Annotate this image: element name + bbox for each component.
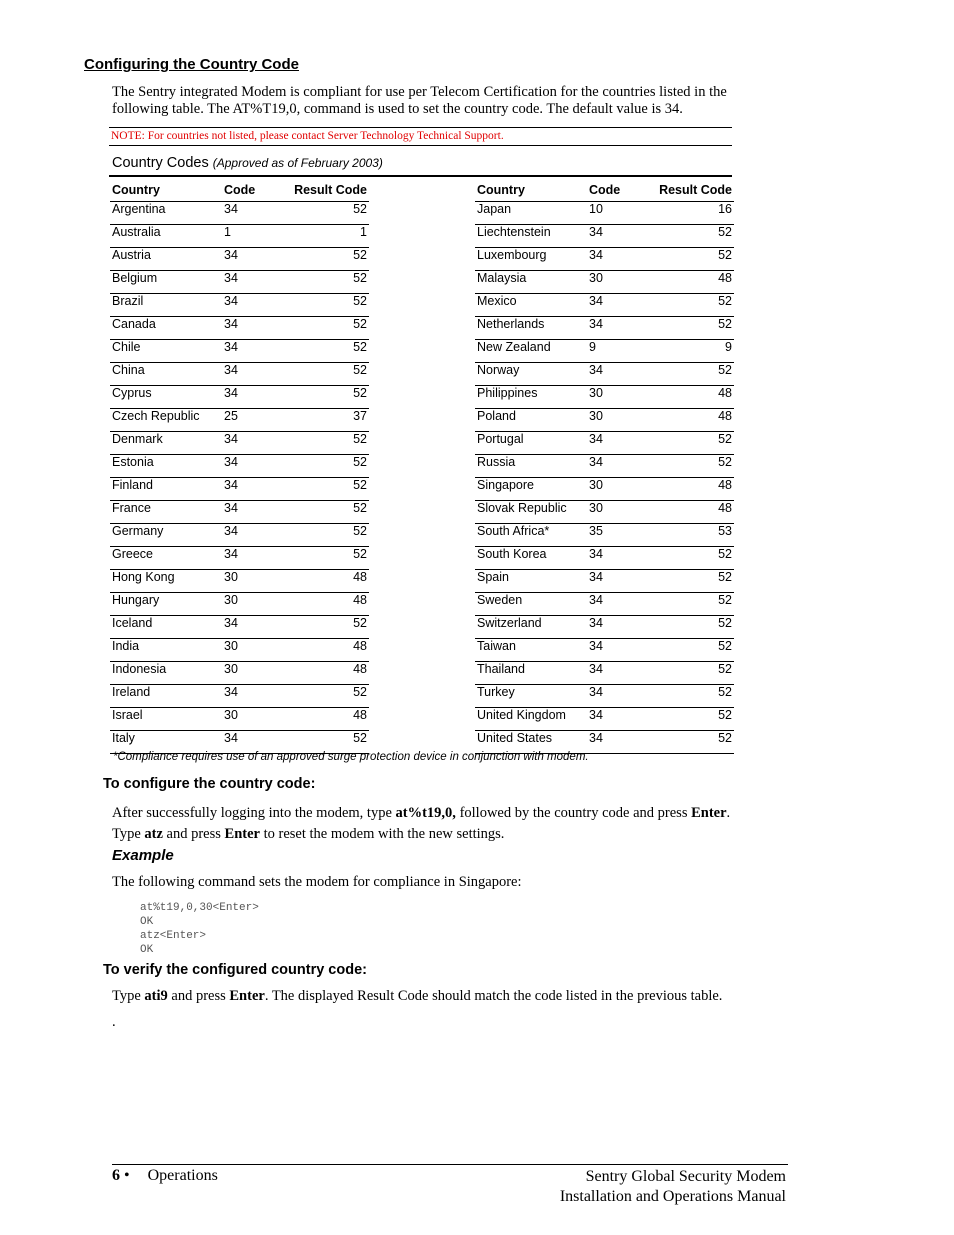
cell-code: 34 — [587, 570, 647, 593]
cell-result-code: 52 — [282, 202, 369, 225]
code-line: at%t19,0,30<Enter> — [140, 902, 259, 914]
cell-country: Netherlands — [475, 317, 587, 340]
table-row — [110, 570, 369, 593]
table-row — [475, 501, 734, 524]
cell-country: Austria — [110, 248, 222, 271]
country-codes-table-left — [110, 179, 369, 754]
cell-code: 34 — [222, 731, 282, 754]
table-row — [110, 478, 369, 501]
text-run: to reset the modem with the new settings. — [259, 826, 505, 842]
cell-result-code: 52 — [647, 593, 734, 616]
code-line: atz<Enter> — [140, 930, 207, 942]
verify-heading: To verify the configured country code: — [103, 962, 367, 978]
footer-rule — [112, 1164, 788, 1165]
cell-country: Hong Kong — [110, 570, 222, 593]
cell-code: 34 — [587, 317, 647, 340]
cell-country: Indonesia — [110, 662, 222, 685]
cell-country: Belgium — [110, 271, 222, 294]
cell-result-code: 48 — [647, 386, 734, 409]
cell-result-code: 52 — [647, 708, 734, 731]
cell-result-code: 52 — [647, 547, 734, 570]
table-row — [110, 639, 369, 662]
table-row — [475, 409, 734, 432]
table-row — [475, 386, 734, 409]
footer-title-line1: Sentry Global Security Modem — [585, 1168, 786, 1185]
example-text: The following command sets the modem for compliance in Singapore: — [112, 874, 522, 890]
configure-instructions — [112, 803, 762, 845]
table-row — [475, 685, 734, 708]
table-row — [110, 294, 369, 317]
cell-country: China — [110, 363, 222, 386]
cell-code: 30 — [222, 639, 282, 662]
cell-code: 34 — [587, 432, 647, 455]
table-row — [110, 202, 369, 225]
cell-result-code: 52 — [282, 685, 369, 708]
cell-country: Spain — [475, 570, 587, 593]
cell-result-code: 52 — [647, 685, 734, 708]
cell-code: 34 — [587, 639, 647, 662]
cell-code: 34 — [587, 363, 647, 386]
code-line: OK — [140, 944, 154, 956]
table-row — [110, 409, 369, 432]
cell-code: 34 — [222, 616, 282, 639]
cell-code: 30 — [222, 570, 282, 593]
cell-country: Turkey — [475, 685, 587, 708]
cell-code: 30 — [222, 593, 282, 616]
cell-country: South Africa* — [475, 524, 587, 547]
command-text: atz — [144, 826, 163, 842]
cell-result-code: 52 — [647, 225, 734, 248]
cell-result-code: 48 — [647, 271, 734, 294]
cell-result-code: 52 — [282, 386, 369, 409]
cell-result-code: 52 — [282, 731, 369, 754]
cell-result-code: 52 — [282, 547, 369, 570]
cell-code: 34 — [222, 317, 282, 340]
cell-result-code: 52 — [282, 478, 369, 501]
cell-country: Iceland — [110, 616, 222, 639]
cell-country: Liechtenstein — [475, 225, 587, 248]
cell-result-code: 48 — [647, 478, 734, 501]
cell-result-code: 52 — [282, 455, 369, 478]
cell-code: 30 — [222, 662, 282, 685]
cell-result-code: 52 — [647, 432, 734, 455]
cell-country: South Korea — [475, 547, 587, 570]
cell-result-code: 48 — [282, 662, 369, 685]
cell-code: 34 — [222, 524, 282, 547]
footer-title-line2: Installation and Operations Manual — [559, 1188, 786, 1205]
table-row — [475, 524, 734, 547]
note-box: NOTE: For countries not listed, please contact Server Technology Technical Support. — [109, 127, 732, 146]
cell-code: 34 — [222, 386, 282, 409]
cell-country: Finland — [110, 478, 222, 501]
header-result-code: Result Code — [647, 179, 734, 202]
cell-country: Philippines — [475, 386, 587, 409]
cell-result-code: 52 — [647, 248, 734, 271]
header-country: Country — [475, 179, 587, 202]
cell-country: Israel — [110, 708, 222, 731]
cell-country: Switzerland — [475, 616, 587, 639]
code-line: OK — [140, 916, 154, 928]
cell-result-code: 48 — [647, 501, 734, 524]
cell-result-code: 52 — [282, 340, 369, 363]
table-row — [110, 524, 369, 547]
cell-result-code: 52 — [647, 616, 734, 639]
bullet: • — [124, 1167, 130, 1184]
cell-result-code: 1 — [282, 225, 369, 248]
cell-code: 9 — [587, 340, 647, 363]
cell-code: 30 — [222, 708, 282, 731]
cell-code: 30 — [587, 409, 647, 432]
table-row — [110, 248, 369, 271]
cell-code: 34 — [587, 294, 647, 317]
cell-code: 34 — [587, 662, 647, 685]
cell-code: 34 — [222, 294, 282, 317]
cell-result-code: 52 — [647, 317, 734, 340]
cell-result-code: 52 — [282, 294, 369, 317]
table-row — [110, 547, 369, 570]
verify-instructions — [112, 988, 722, 1005]
cell-code: 34 — [222, 455, 282, 478]
cell-code: 34 — [587, 225, 647, 248]
cell-country: Malaysia — [475, 271, 587, 294]
stray-dot: . — [112, 1014, 116, 1030]
cell-code: 34 — [222, 501, 282, 524]
table-row — [475, 708, 734, 731]
cell-country: Cyprus — [110, 386, 222, 409]
cell-country: Russia — [475, 455, 587, 478]
cell-country: Poland — [475, 409, 587, 432]
cell-country: Portugal — [475, 432, 587, 455]
cell-result-code: 48 — [282, 708, 369, 731]
table-row — [110, 616, 369, 639]
cell-country: United States — [475, 731, 587, 754]
text-run: followed by the country code and press — [455, 805, 692, 821]
cell-country: Sweden — [475, 593, 587, 616]
table-row — [475, 593, 734, 616]
cell-country: Ireland — [110, 685, 222, 708]
cell-code: 34 — [587, 685, 647, 708]
cell-result-code: 52 — [647, 455, 734, 478]
cell-code: 34 — [222, 271, 282, 294]
cell-result-code: 52 — [282, 616, 369, 639]
text-run: Type — [112, 988, 145, 1004]
table-row — [475, 225, 734, 248]
configure-heading: To configure the country code: — [103, 776, 316, 792]
cell-code: 30 — [587, 478, 647, 501]
table-row — [475, 363, 734, 386]
cell-country: Japan — [475, 202, 587, 225]
cell-code: 34 — [222, 432, 282, 455]
table-row — [110, 708, 369, 731]
table-row — [475, 294, 734, 317]
table-row — [110, 340, 369, 363]
cell-result-code: 52 — [282, 363, 369, 386]
table-row — [475, 455, 734, 478]
cell-code: 25 — [222, 409, 282, 432]
text-run: After successfully logging into the modem, type — [112, 805, 396, 821]
cell-country: Canada — [110, 317, 222, 340]
intro-paragraph: The Sentry integrated Modem is compliant for use per Telecom Certification for the countries listed in the following table. The AT%T19,0, command is used to set the country code. The default value is 34. — [112, 84, 727, 117]
table-row — [110, 593, 369, 616]
key-text: Enter — [691, 805, 727, 821]
cell-country: France — [110, 501, 222, 524]
table-row — [110, 386, 369, 409]
cell-code: 30 — [587, 271, 647, 294]
cell-country: Chile — [110, 340, 222, 363]
table-footnote: *Compliance requires use of an approved surge protection device in conjunction with modem. — [113, 751, 589, 763]
country-codes-table-right — [475, 179, 734, 754]
table-row — [110, 317, 369, 340]
cell-code: 34 — [587, 593, 647, 616]
text-run: . The displayed Result Code should match the code listed in the previous table. — [264, 988, 723, 1004]
table-row — [475, 478, 734, 501]
table-row — [110, 662, 369, 685]
cell-code: 34 — [222, 248, 282, 271]
table-row — [110, 363, 369, 386]
cell-code: 35 — [587, 524, 647, 547]
table-title — [112, 155, 383, 171]
cell-country: Australia — [110, 225, 222, 248]
command-text: ati9 — [144, 988, 168, 1004]
table-title-main: Country Codes — [112, 155, 209, 171]
cell-code: 34 — [222, 363, 282, 386]
cell-country: Argentina — [110, 202, 222, 225]
code-block — [140, 901, 259, 957]
footer-left — [112, 1167, 218, 1185]
cell-country: Singapore — [475, 478, 587, 501]
table-row — [475, 616, 734, 639]
cell-country: Greece — [110, 547, 222, 570]
table-row — [110, 455, 369, 478]
table-row — [110, 271, 369, 294]
text-run: and press — [167, 988, 230, 1004]
cell-result-code: 52 — [647, 570, 734, 593]
cell-code: 34 — [222, 478, 282, 501]
table-row — [475, 547, 734, 570]
table-row — [475, 248, 734, 271]
text-run: and press — [162, 826, 225, 842]
cell-code: 34 — [587, 731, 647, 754]
cell-result-code: 53 — [647, 524, 734, 547]
example-heading: Example — [112, 847, 174, 864]
cell-result-code: 52 — [647, 294, 734, 317]
table-row — [475, 340, 734, 363]
cell-result-code: 52 — [282, 271, 369, 294]
cell-result-code: 48 — [282, 593, 369, 616]
key-text: Enter — [224, 826, 260, 842]
cell-result-code: 52 — [647, 363, 734, 386]
text-run: Type — [112, 826, 145, 842]
cell-code: 34 — [222, 547, 282, 570]
cell-result-code: 52 — [282, 524, 369, 547]
cell-result-code: 52 — [282, 317, 369, 340]
cell-code: 34 — [222, 202, 282, 225]
cell-country: Brazil — [110, 294, 222, 317]
cell-result-code: 52 — [647, 662, 734, 685]
cell-country: Italy — [110, 731, 222, 754]
cell-result-code: 52 — [282, 248, 369, 271]
table-header-row — [110, 179, 369, 202]
table-row — [475, 317, 734, 340]
cell-code: 34 — [587, 547, 647, 570]
cell-result-code: 52 — [282, 501, 369, 524]
table-row — [475, 662, 734, 685]
cell-result-code: 52 — [647, 639, 734, 662]
cell-country: Slovak Republic — [475, 501, 587, 524]
header-country: Country — [110, 179, 222, 202]
cell-country: Norway — [475, 363, 587, 386]
cell-result-code: 52 — [647, 731, 734, 754]
section-heading: Configuring the Country Code — [84, 56, 299, 73]
cell-code: 34 — [222, 685, 282, 708]
text-run: . — [726, 805, 731, 821]
table-header-row — [475, 179, 734, 202]
cell-code: 34 — [587, 248, 647, 271]
cell-code: 30 — [587, 501, 647, 524]
cell-result-code: 9 — [647, 340, 734, 363]
cell-code: 10 — [587, 202, 647, 225]
cell-country: Denmark — [110, 432, 222, 455]
cell-country: Thailand — [475, 662, 587, 685]
cell-country: New Zealand — [475, 340, 587, 363]
cell-code: 1 — [222, 225, 282, 248]
table-title-rule — [109, 175, 732, 177]
table-row — [110, 432, 369, 455]
key-text: Enter — [229, 988, 265, 1004]
table-row — [110, 225, 369, 248]
table-row — [475, 639, 734, 662]
cell-result-code: 48 — [282, 570, 369, 593]
cell-country: Hungary — [110, 593, 222, 616]
table-row — [110, 685, 369, 708]
header-result-code: Result Code — [282, 179, 369, 202]
command-text: at%t19,0, — [395, 805, 456, 821]
cell-code: 34 — [222, 340, 282, 363]
header-code: Code — [587, 179, 647, 202]
cell-country: United Kingdom — [475, 708, 587, 731]
cell-code: 34 — [587, 708, 647, 731]
table-subtitle: (Approved as of February 2003) — [212, 156, 383, 170]
cell-country: Estonia — [110, 455, 222, 478]
cell-country: Germany — [110, 524, 222, 547]
cell-country: Luxembourg — [475, 248, 587, 271]
cell-result-code: 16 — [647, 202, 734, 225]
cell-result-code: 48 — [282, 639, 369, 662]
cell-code: 34 — [587, 455, 647, 478]
cell-country: Mexico — [475, 294, 587, 317]
footer-section: Operations — [147, 1167, 218, 1184]
table-row — [110, 501, 369, 524]
header-code: Code — [222, 179, 282, 202]
footer-right — [560, 1167, 786, 1207]
cell-result-code: 37 — [282, 409, 369, 432]
table-row — [475, 202, 734, 225]
page-number: 6 — [112, 1167, 120, 1184]
table-row — [475, 570, 734, 593]
cell-country: India — [110, 639, 222, 662]
cell-result-code: 52 — [282, 432, 369, 455]
cell-code: 34 — [587, 616, 647, 639]
cell-country: Czech Republic — [110, 409, 222, 432]
cell-code: 30 — [587, 386, 647, 409]
table-row — [475, 432, 734, 455]
table-row — [475, 271, 734, 294]
cell-country: Taiwan — [475, 639, 587, 662]
cell-result-code: 48 — [647, 409, 734, 432]
